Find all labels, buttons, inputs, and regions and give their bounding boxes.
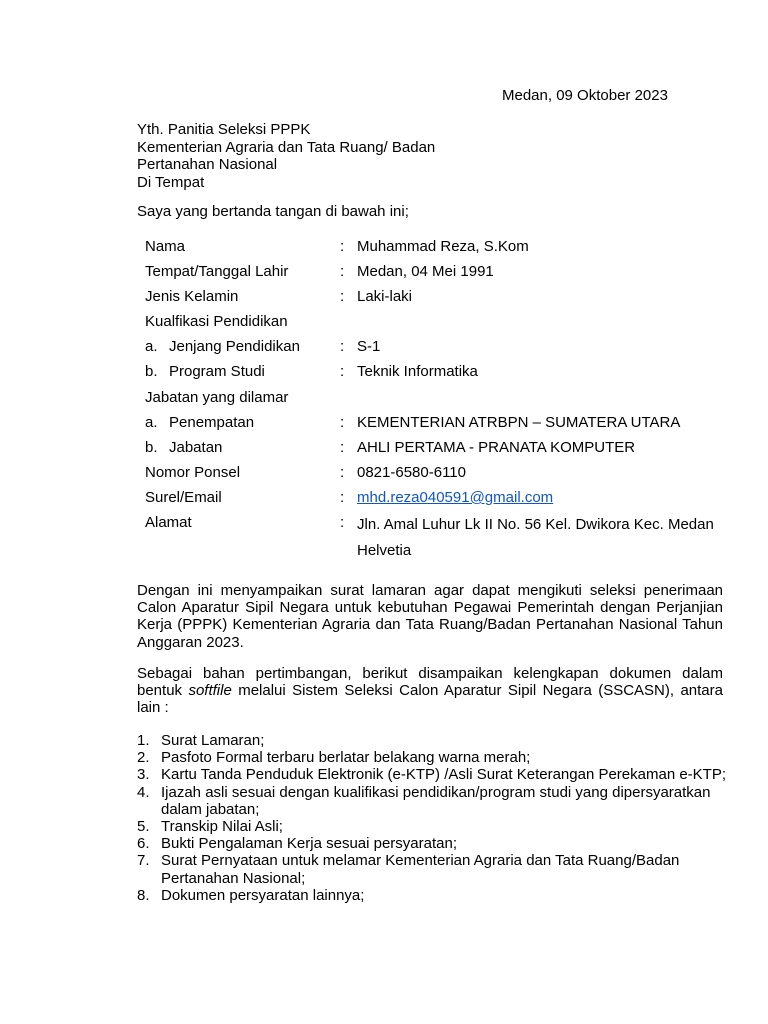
field-row-penempatan [145,412,725,437]
list-number: 7. [137,852,150,870]
field-label: Nama [145,238,186,255]
field-value: Muhammad Reza, S.Kom [357,238,529,255]
field-row-jenjang [145,336,725,361]
field-label: Jenis Kelamin [145,288,239,306]
field-row-jabatan-dilamar [145,387,725,412]
field-label: Program Studi [169,363,265,381]
field-value: 0821-6580-6110 [357,463,466,481]
field-row-jenis-kelamin [145,286,725,311]
paragraph-text: Sebagai bahan pertimbangan, berikut disampaikan kelengkapan dokumen dalam bentuk [137,665,723,700]
field-value: Jln. Amal Luhur Lk II No. 56 Kel. Dwikora Kec. Medan Helvetia [357,516,714,559]
field-colon: : [340,438,345,456]
field-colon: : [340,338,345,356]
field-colon: : [340,413,345,431]
field-colon: : [340,263,345,281]
field-row-alamat [145,512,725,562]
list-number: 6. [137,835,150,853]
list-text: Ijazah asli sesuai dengan kualifikasi pendidikan/program studi yang dipersyaratkan dalam jabatan; [161,783,711,818]
intro-text: Saya yang bertanda tangan di bawah ini; [137,203,409,220]
recipient-address [137,121,435,191]
sub-index: a. [145,338,158,356]
list-number: 2. [137,749,150,767]
field-value: AHLI PERTAMA - PRANATA KOMPUTER [357,438,636,456]
field-colon: : [340,363,345,381]
field-label: Nomor Ponsel [145,463,241,481]
field-value: Teknik Informatika [357,363,478,381]
list-text: Bukti Pengalaman Kerja sesuai persyaratan; [161,835,458,853]
recipient-line-1: Yth. Panitia Seleksi PPPK [137,121,311,138]
list-item [137,766,727,783]
field-label: Surel/Email [145,488,222,506]
field-row-nama [145,236,725,261]
list-item [137,732,727,749]
section-label: Jabatan yang dilamar [145,388,289,406]
sub-index: b. [145,438,158,456]
list-number: 3. [137,766,150,784]
sub-index: b. [145,363,158,381]
paragraph-text: melalui Sistem Seleksi Calon Aparatur Sipil Negara (SSCASN), antara lain : [137,682,723,717]
sub-index: a. [145,413,158,431]
field-value: KEMENTERIAN ATRBPN – SUMATERA UTARA [357,413,681,431]
field-value: S-1 [357,338,381,356]
field-label: Jabatan [169,438,223,456]
field-value: Medan, 04 Mei 1991 [357,263,494,281]
document-list [137,732,727,904]
field-label: Tempat/Tanggal Lahir [145,263,289,281]
list-item [137,818,727,835]
field-value: Laki-laki [357,288,413,306]
list-item [137,749,727,766]
list-text: Transkip Nilai Asli; [161,818,283,836]
list-text: Dokumen persyaratan lainnya; [161,886,365,904]
list-item [137,887,727,904]
recipient-line-4: Di Tempat [137,173,205,191]
place-date: Medan, 09 Oktober 2023 [502,87,668,104]
body-paragraph-1: Dengan ini menyampaikan surat lamaran agar dapat mengikuti seleksi penerimaan Calon Aparatur Sipil Negara untuk kebutuhan Pegawai Pemerintah dengan Perjanjian Kerja (PPPK) Kementerian Agraria dan Tata Ruang/Badan Pertanahan Nasional Tahun Anggaran 2023. [137,582,723,651]
field-colon: : [340,514,345,532]
field-row-ttl [145,261,725,286]
field-colon: : [340,463,345,481]
field-row-ponsel [145,462,725,487]
field-row-jabatan [145,437,725,462]
list-text: Surat Pernyataan untuk melamar Kementerian Agraria dan Tata Ruang/Badan Pertanahan Nasional; [161,852,680,887]
list-number: 4. [137,783,150,801]
list-text: Kartu Tanda Penduduk Elektronik (e-KTP) /Asli Surat Keterangan Perekaman e-KTP; [161,766,727,784]
list-text: Surat Lamaran; [161,732,265,749]
field-label: Jenjang Pendidikan [169,338,300,356]
field-colon: : [340,488,345,506]
field-colon: : [340,238,345,255]
list-number: 8. [137,886,150,904]
list-number: 1. [137,732,150,749]
body-paragraph-2 [137,665,723,717]
field-row-prodi [145,361,725,386]
list-item [137,852,727,886]
field-colon: : [340,288,345,306]
field-row-email [145,487,725,512]
field-row-kualifikasi [145,311,725,336]
email-link[interactable]: mhd.reza040591@gmail.com [357,488,554,506]
section-label: Kualfikasi Pendidikan [145,313,288,331]
list-item [137,784,727,818]
field-label: Alamat [145,514,192,532]
recipient-line-3: Pertanahan Nasional [137,156,278,173]
list-item [137,835,727,852]
field-label: Penempatan [169,413,255,431]
paragraph-italic: softfile [188,682,232,700]
list-number: 5. [137,818,150,836]
applicant-details [145,236,725,562]
recipient-line-2: Kementerian Agraria dan Tata Ruang/ Badan [137,138,436,156]
list-text: Pasfoto Formal terbaru berlatar belakang warna merah; [161,749,531,767]
